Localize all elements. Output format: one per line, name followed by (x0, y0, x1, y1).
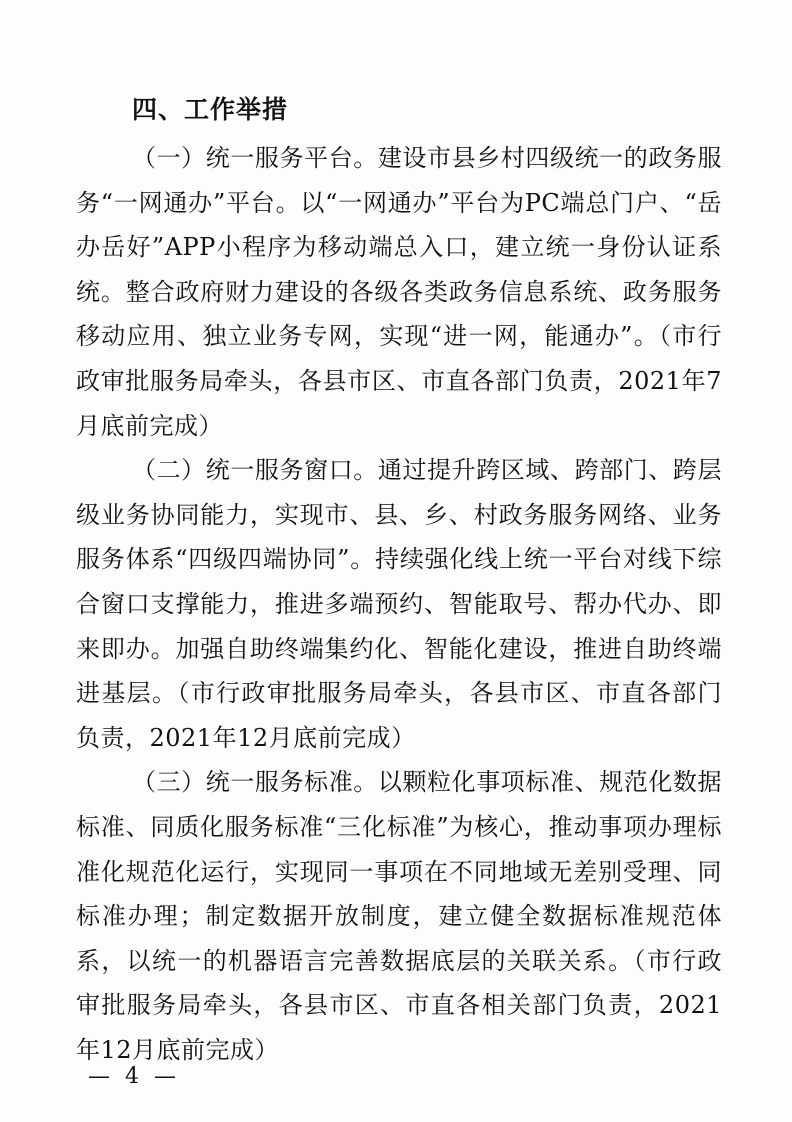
page-number: — 4 — (88, 1064, 180, 1089)
paragraph-body: 建设市县乡村四级统一的政务服务“一网通办”平台。以“一网通办”平台为PC端总门户、“岳办岳好”APP小程序为移动端总入口，建立统一身份认证系统。整合政府财力建设的各级各类政务信息系统、政务服务移动应用、独立业务专网，实现“进一网，能通办”。（市行政审批服务局牵头，各县市区、市直各部门负责，2021年7月底前完成） (76, 144, 723, 440)
section-heading: 四、工作举措 (132, 95, 289, 124)
paragraph-unified-standard (76, 760, 722, 1072)
paragraph-title: （一）统一服务平台。 (132, 144, 378, 172)
paragraph-unified-platform (76, 136, 722, 448)
paragraph-title: （三）统一服务标准。 (132, 768, 378, 797)
paragraph-unified-window (76, 448, 722, 760)
paragraph-body: 通过提升跨区域、跨部门、跨层级业务协同能力，实现市、县、乡、村政务服务网络、业务服务体系“四级四端协同”。持续强化线上统一平台对线下综合窗口支撑能力，推进多端预约、智能取号、帮办代办、即来即办。加强自助终端集约化、智能化建设，推进自助终端进基层。（市行政审批服务局牵头，各县市区、市直各部门负责，2021年12月底前完成） (76, 456, 723, 752)
paragraph-body: 以颗粒化事项标准、规范化数据标准、同质化服务标准“三化标准”为核心，推动事项办理标准化规范化运行，实现同一事项在不同地域无差别受理、同标准办理；制定数据开放制度，建立健全数据标准规范体系，以统一的机器语言完善数据底层的关联关系。（市行政审批服务局牵头，各县市区、市直各相关部门负责，2021年12月底前完成） (76, 768, 723, 1064)
document-body (76, 92, 722, 1072)
paragraph-title: （二）统一服务窗口。 (132, 456, 378, 485)
